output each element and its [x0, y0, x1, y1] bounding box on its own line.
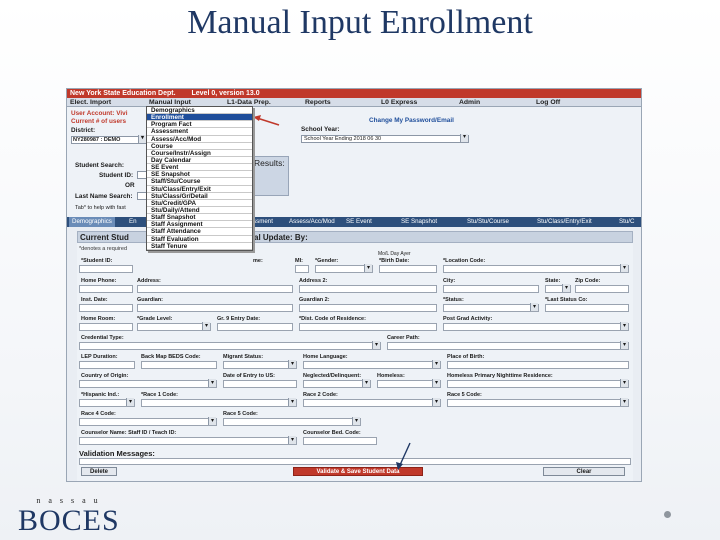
- app-title: New York State Education Dept.: [70, 90, 176, 97]
- arrow-to-enrollment: [253, 115, 279, 125]
- menu-l1-data-prep[interactable]: L1-Data Prep.: [227, 99, 271, 106]
- menu-item-demographics[interactable]: Demographics: [147, 107, 252, 114]
- slide-bullet-dot: [664, 511, 671, 518]
- menu-log-off[interactable]: Log Off: [536, 99, 561, 106]
- menu-item-assess-acc-mod[interactable]: Assess/Acc/Mod: [147, 136, 252, 143]
- current-users-label: Current # of users: [71, 118, 127, 125]
- app-version: Level 0, version 13.0: [191, 90, 260, 97]
- form-status-right: al Update: By:: [254, 233, 308, 242]
- gr9-entry-label: Gr. 9 Entry Date:: [217, 316, 261, 322]
- career-path-label: Career Path:: [387, 335, 420, 341]
- menu-item-course-instr-assign[interactable]: Course/Instr/Assign: [147, 150, 252, 157]
- arrow-to-validate-button: [396, 443, 410, 470]
- menu-item-assessment[interactable]: Assessment: [147, 128, 252, 135]
- date-format-hint: Mo/L Day Ayer: [378, 251, 411, 257]
- zip-label: Zip Code:: [575, 278, 601, 284]
- birth-date-label: *Birth Date:: [379, 258, 410, 264]
- menu-item-program-fact[interactable]: Program Fact: [147, 121, 252, 128]
- guardian-label: Guardian:: [137, 297, 163, 303]
- home-language-label: Home Language:: [303, 354, 348, 360]
- post-grad-label: Post Grad Activity:: [443, 316, 493, 322]
- logo-big-text: BOCES: [18, 504, 120, 537]
- menu-item-staff-evaluation[interactable]: Staff Evaluation: [147, 236, 252, 243]
- change-password-link[interactable]: Change My Password/Email: [369, 117, 454, 124]
- tab-stu-stu-course[interactable]: Stu/Stu/Course: [467, 218, 509, 225]
- or-label: OR: [125, 182, 135, 189]
- student-id-label: *Student ID:: [81, 258, 113, 264]
- tab-assessment[interactable]: ssment: [253, 218, 273, 225]
- school-year-label: School Year:: [301, 126, 340, 133]
- city-label: City:: [443, 278, 456, 284]
- student-search-label: Student Search:: [75, 162, 125, 169]
- place-of-birth-label: Place of Birth:: [447, 354, 485, 360]
- race2-label: Race 2 Code:: [303, 392, 338, 398]
- district-select[interactable]: NY280987 : DEMO ▾: [71, 136, 147, 144]
- homeless-primary-label: Homeless Primary Nighttime Residence:: [447, 373, 553, 379]
- migrant-status-label: Migrant Status:: [223, 354, 264, 360]
- boces-logo: [18, 496, 118, 536]
- guardian2-label: Guardian 2:: [299, 297, 330, 303]
- manual-input-dropdown: [146, 106, 253, 251]
- last-name-search-label: Last Name Search:: [75, 193, 133, 200]
- gender-label: *Gender:: [315, 258, 339, 264]
- menu-item-se-snapshot[interactable]: SE Snapshot: [147, 171, 252, 178]
- date-entry-us-label: Date of Entry to US:: [223, 373, 275, 379]
- tab-enrollment[interactable]: En: [129, 218, 137, 225]
- neglected-label: Neglected/Delinquent:: [303, 373, 362, 379]
- district-label: District:: [71, 127, 96, 134]
- race5-label: Race 5 Code:: [447, 392, 482, 398]
- required-note: *denotes a required: [79, 246, 128, 252]
- menu-admin[interactable]: Admin: [459, 99, 481, 106]
- menu-item-enrollment[interactable]: Enrollment: [147, 114, 252, 121]
- grade-level-label: *Grade Level:: [137, 316, 173, 322]
- status-label: *Status:: [443, 297, 464, 303]
- form-status-left: Current Stud: [80, 233, 129, 242]
- results-label: Results:: [254, 158, 285, 168]
- state-label: State:: [545, 278, 561, 284]
- country-origin-label: Country of Origin:: [81, 373, 129, 379]
- slide-title: Manual Input Enrollment: [187, 4, 533, 41]
- delete-button[interactable]: Delete: [81, 467, 117, 476]
- menu-manual-input[interactable]: Manual Input: [149, 99, 191, 106]
- clear-button[interactable]: Clear: [543, 467, 625, 476]
- validation-label: Validation Messages:: [79, 449, 155, 458]
- menu-item-staff-attendance[interactable]: Staff Attendance: [147, 228, 252, 235]
- location-code-label: *Location Code:: [443, 258, 486, 264]
- tab-stu-c[interactable]: Stu/C: [619, 218, 635, 225]
- credential-type-label: Credential Type:: [81, 335, 124, 341]
- tab-se-snapshot[interactable]: SE Snapshot: [401, 218, 438, 225]
- validate-save-button[interactable]: Validate & Save Student Data: [293, 467, 423, 476]
- lep-duration-label: LEP Duration:: [81, 354, 118, 360]
- mi-label: MI:: [295, 258, 303, 264]
- race1-label: *Race 1 Code:: [141, 392, 178, 398]
- user-account-label: User Account: Vivi: [71, 110, 128, 117]
- menu-item-stu-class-entry-exit[interactable]: Stu/Class/Entry/Exit: [147, 186, 252, 193]
- menu-l0-express[interactable]: L0 Express: [381, 99, 418, 106]
- app-screenshot: [66, 88, 642, 482]
- menu-item-se-event[interactable]: SE Event: [147, 164, 252, 171]
- counselor-label: Counselor Name: Staff ID / Teach ID:: [81, 430, 177, 436]
- tab-stu-class-entry-exit[interactable]: Stu/Class/Entry/Exit: [537, 218, 592, 225]
- menu-item-staff-assignment[interactable]: Staff Assignment: [147, 221, 252, 228]
- homeless-label: Homeless:: [377, 373, 405, 379]
- dist-residence-label: *Dist. Code of Residence:: [299, 316, 366, 322]
- menu-item-stu-class-gr-detail[interactable]: Stu/Class/Gr/Detail: [147, 193, 252, 200]
- first-name-label: me:: [253, 258, 263, 264]
- student-id-search-label: Student ID:: [99, 172, 134, 179]
- race5b-label: Race 5 Code:: [223, 411, 258, 417]
- school-year-select[interactable]: School Year Ending 2018 06 30 ▾: [301, 135, 469, 143]
- last-status-label: *Last Status Co:: [545, 297, 588, 303]
- menu-item-stu-credit-gpa[interactable]: Stu/Credit/GPA: [147, 200, 252, 207]
- menu-item-course[interactable]: Course: [147, 143, 252, 150]
- back-map-beds-label: Back Map BEDS Code:: [141, 354, 201, 360]
- home-room-label: Home Room:: [81, 316, 116, 322]
- menu-item-stu-daily-attend[interactable]: Stu/Daily/Attend: [147, 207, 252, 214]
- tab-demographics[interactable]: Demographics: [69, 217, 115, 227]
- help-text: Tab* to help with fast: [75, 205, 126, 211]
- race4-label: Race 4 Code:: [81, 411, 116, 417]
- menu-elect-import[interactable]: Elect. Import: [70, 99, 112, 106]
- menu-reports[interactable]: Reports: [305, 99, 331, 106]
- menu-item-staff-tenure[interactable]: Staff Tenure: [147, 243, 252, 250]
- counselor-bed-label: Counselor Bed. Code:: [303, 430, 361, 436]
- menu-item-staff-stu-course[interactable]: Staff/Stu/Course: [147, 178, 252, 185]
- inst-date-label: Inst. Date:: [81, 297, 108, 303]
- tab-se-event[interactable]: SE Event: [346, 218, 372, 225]
- hispanic-label: *Hispanic Ind.:: [81, 392, 120, 398]
- tab-assess-acc-mod[interactable]: Assess/Acc/Mod: [289, 218, 335, 225]
- address2-label: Address 2:: [299, 278, 328, 284]
- address-label: Address:: [137, 278, 161, 284]
- logo-small-text: nassau: [36, 496, 106, 505]
- menu-item-day-calendar[interactable]: Day Calendar: [147, 157, 252, 164]
- menu-item-staff-snapshot[interactable]: Staff Snapshot: [147, 214, 252, 221]
- home-phone-label: Home Phone:: [81, 278, 117, 284]
